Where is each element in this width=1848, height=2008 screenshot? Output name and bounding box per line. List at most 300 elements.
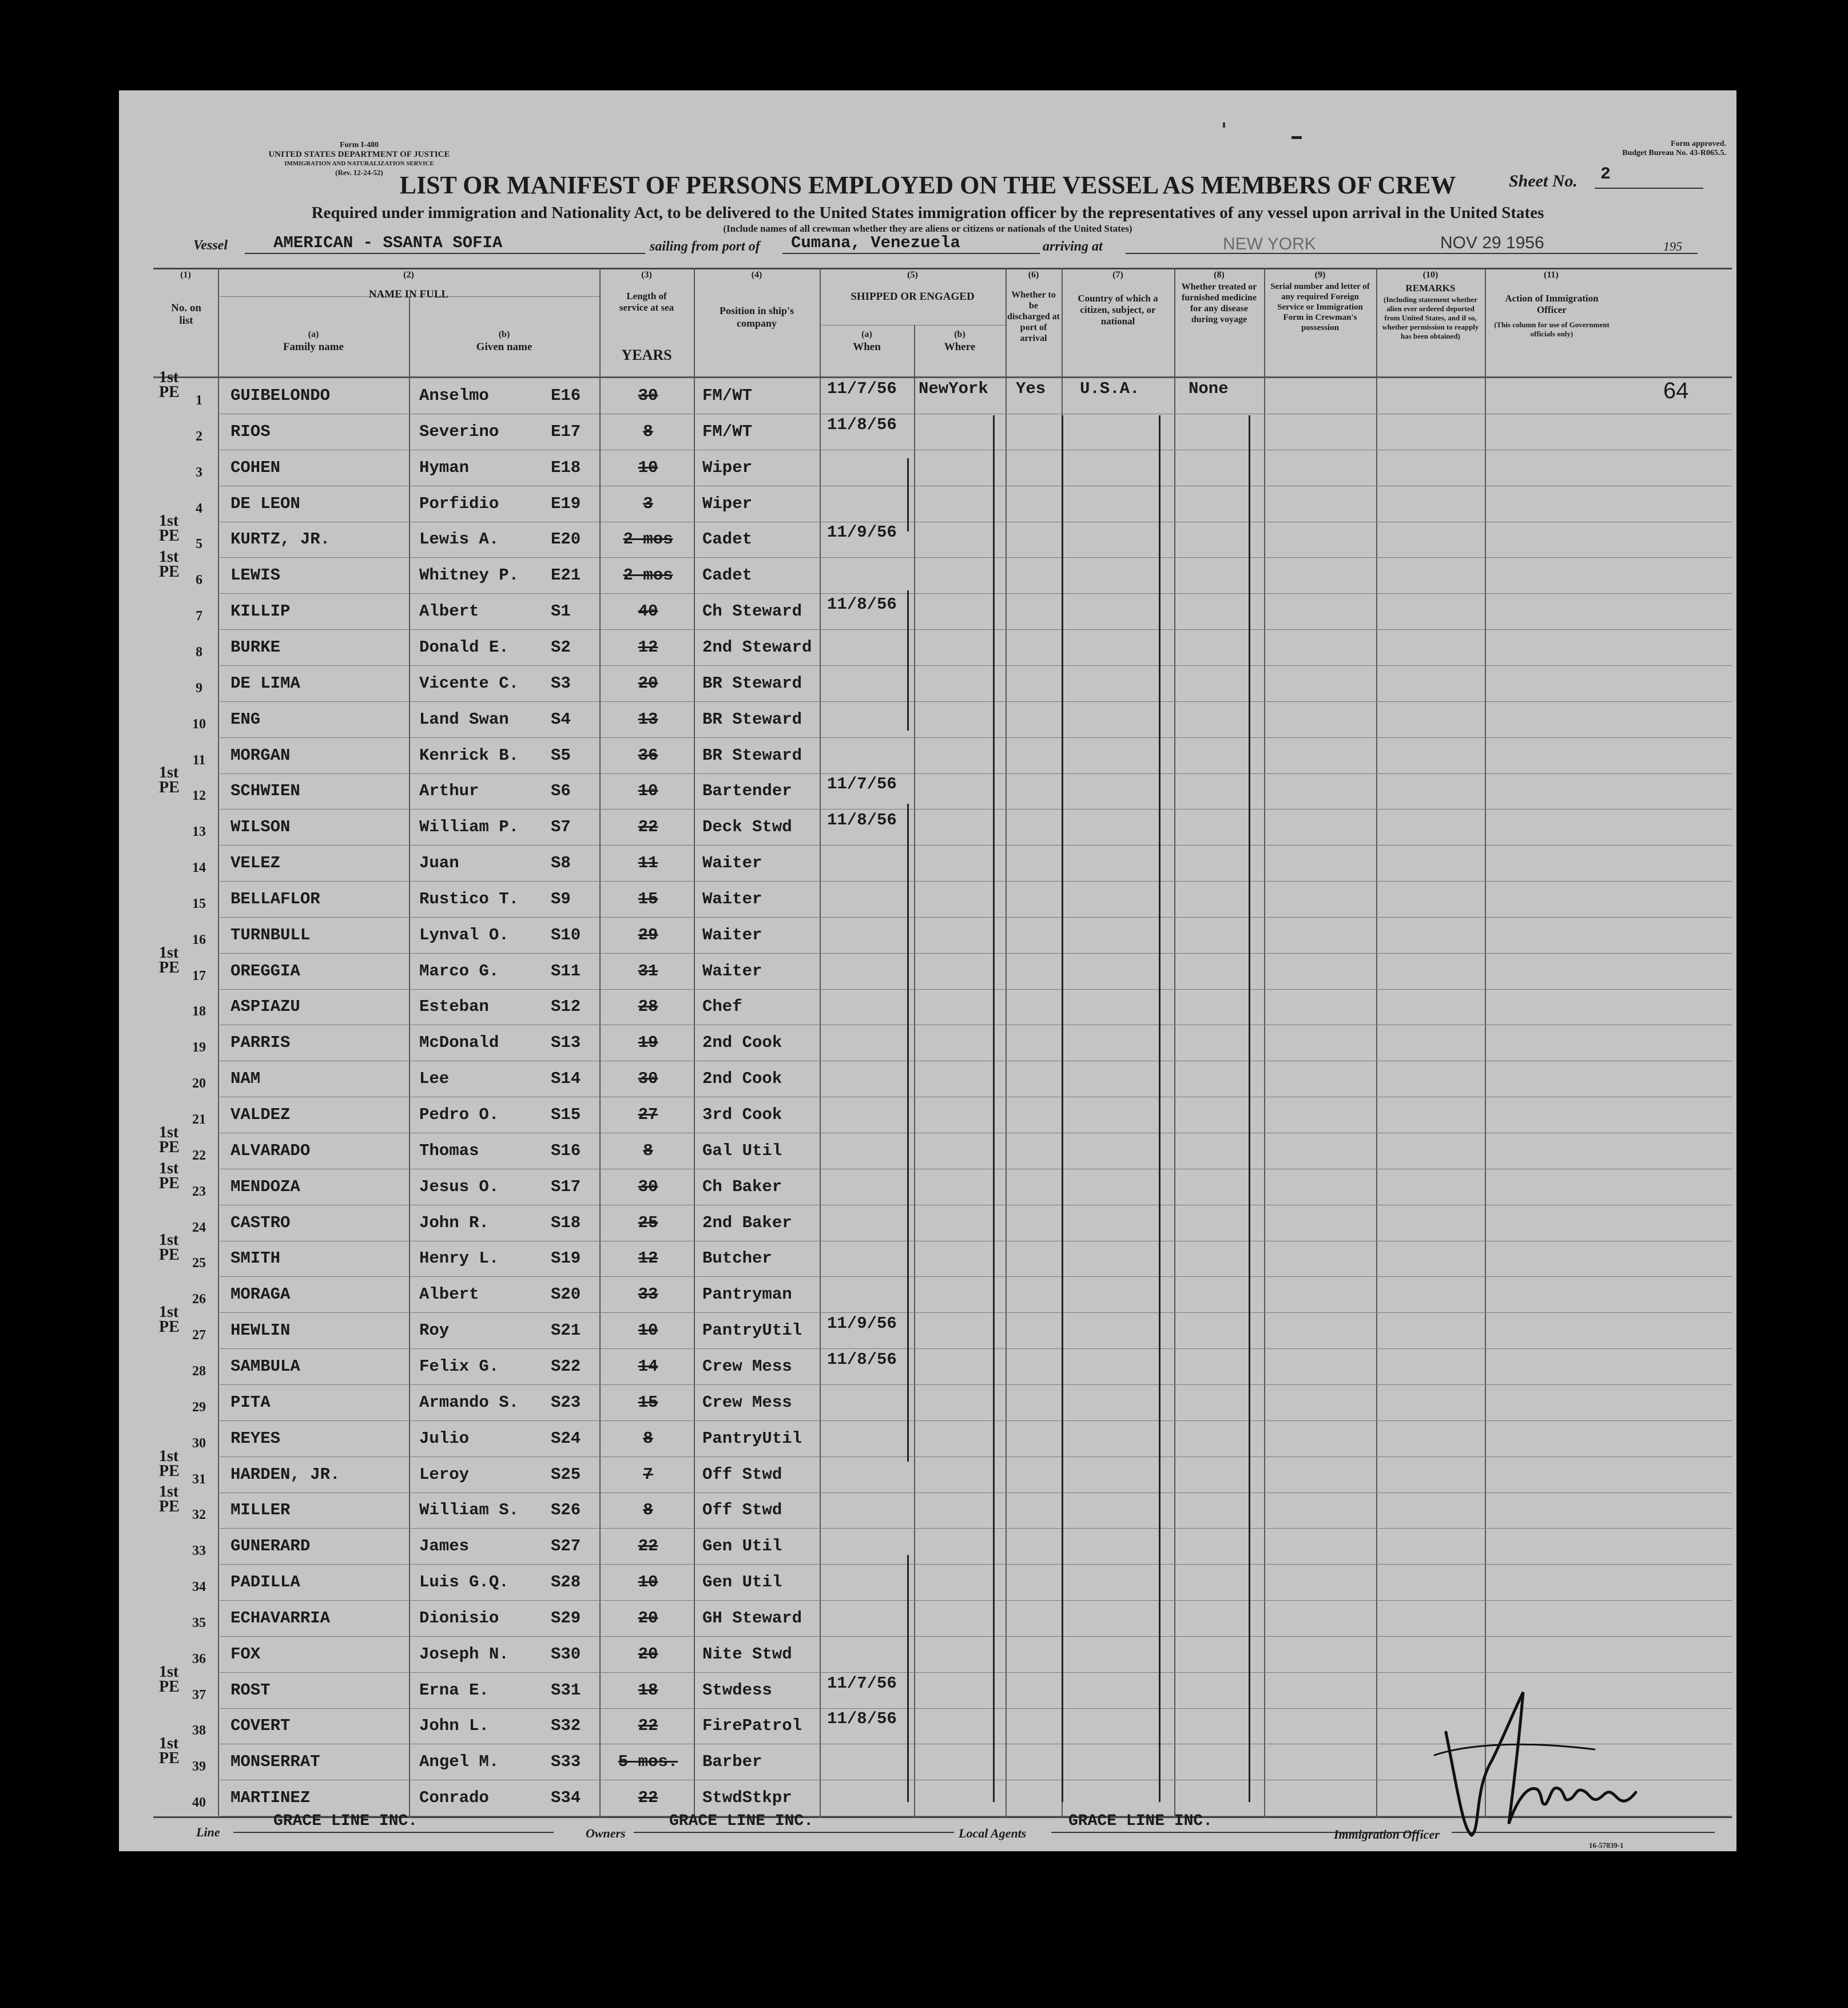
row-number: 11 <box>192 753 206 768</box>
row-code: S34 <box>551 1788 581 1807</box>
row-given-name: Roy <box>419 1321 450 1340</box>
row-given-name: Henry L. <box>419 1249 499 1268</box>
row-family-name: MONSERRAT <box>230 1752 320 1771</box>
row-years: 7 <box>643 1465 653 1484</box>
row-given-name: Joseph N. <box>419 1645 509 1664</box>
row-position: Chef <box>702 997 742 1016</box>
owners-label: Owners <box>586 1826 626 1840</box>
table-row <box>153 1124 1732 1169</box>
row-family-name: GUNERARD <box>230 1537 311 1555</box>
row-years: 22 <box>638 1537 658 1555</box>
row-family-name: ENG <box>230 710 261 729</box>
row-code: S6 <box>551 781 571 800</box>
row-years: 18 <box>638 1681 658 1700</box>
table-row <box>153 368 1732 414</box>
pe-code: PE <box>159 563 180 581</box>
row-years: 10 <box>638 1321 658 1340</box>
table-row <box>153 1565 1732 1601</box>
agents-value: GRACE LINE INC. <box>1068 1812 1213 1830</box>
pe-ordinal: 1st <box>159 512 179 530</box>
row-years: 14 <box>638 1357 658 1376</box>
row-family-name: OREGGIA <box>230 962 300 981</box>
row-given-name: James <box>419 1537 470 1555</box>
scan-mark-2 <box>1223 122 1225 128</box>
row-code: S13 <box>551 1033 581 1052</box>
row-years: 8 <box>643 1141 653 1160</box>
sailing-label: sailing from port of <box>650 239 760 254</box>
row-given-name: John L. <box>419 1716 489 1735</box>
pe-ordinal: 1st <box>159 1483 179 1501</box>
row-given-name: Anselmo <box>419 386 489 405</box>
row-code: E19 <box>551 494 581 513</box>
row-when: 11/7/56 <box>827 1674 897 1693</box>
row-years: 25 <box>638 1213 658 1232</box>
row-family-name: ASPIAZU <box>230 997 300 1016</box>
approval-line-1: Form approved. <box>1671 140 1726 148</box>
row-years: 12 <box>638 638 658 657</box>
row-family-name: MENDOZA <box>230 1177 300 1196</box>
row-code: S5 <box>551 746 571 765</box>
subtitle: Required under immigration and Nationality Act, to be delivered to the United States immigration officer by the representatives of any vessel upon arrival in the United States <box>311 204 1544 222</box>
row-country: U.S.A. <box>1080 379 1140 398</box>
row-position: Waiter <box>702 854 762 872</box>
arriving-port: NEW YORK <box>1223 235 1316 253</box>
row-given-name: Thomas <box>419 1141 479 1160</box>
row-when: 11/8/56 <box>827 811 897 830</box>
form-number: Form I-480 <box>339 141 379 149</box>
approval-line-2: Budget Bureau No. 43-R065.5. <box>1622 149 1726 157</box>
col3-header: Length of service at sea <box>619 291 674 313</box>
row-family-name: SMITH <box>230 1249 281 1268</box>
manifest-sheet <box>119 90 1736 1851</box>
row-position: 2nd Cook <box>702 1069 782 1088</box>
row-years: 2 mos <box>623 566 673 585</box>
row-number: 26 <box>192 1292 206 1307</box>
row-number: 31 <box>192 1472 206 1487</box>
include-note: (Include names of all crewman whether they are aliens or citizens or nationals of the United States) <box>723 223 1132 234</box>
row-family-name: NAM <box>230 1069 261 1088</box>
row-years: 10 <box>638 781 658 800</box>
col5-number: (5) <box>907 270 918 280</box>
row-family-name: MORAGA <box>230 1285 291 1304</box>
row-years: 11 <box>638 854 658 872</box>
row-family-name: DE LIMA <box>230 674 300 693</box>
row-code: S9 <box>551 890 571 908</box>
arrival-date: NOV 29 1956 <box>1440 233 1544 252</box>
row-number: 6 <box>196 573 202 588</box>
row-code: S15 <box>551 1105 581 1124</box>
row-number: 3 <box>196 465 202 480</box>
row-when: 11/8/56 <box>827 1709 897 1728</box>
row-discharged: Yes <box>1016 379 1046 398</box>
row-code: S3 <box>551 674 571 693</box>
row-where: NewYork <box>919 379 988 398</box>
row-number: 38 <box>192 1723 206 1738</box>
row-action: 64 <box>1663 378 1689 403</box>
row-given-name: Conrado <box>419 1788 489 1807</box>
col2b-number: (b) <box>498 330 510 339</box>
row-when: 11/9/56 <box>827 523 897 542</box>
row-number: 8 <box>196 645 202 660</box>
table-row <box>153 1231 1732 1277</box>
arriving-label: arriving at <box>1043 239 1103 254</box>
col5b-number: (b) <box>954 330 965 339</box>
row-family-name: LEWIS <box>230 566 281 585</box>
pe-ordinal: 1st <box>159 1447 179 1465</box>
line-label: Line <box>196 1825 220 1839</box>
row-family-name: COHEN <box>230 458 281 477</box>
crew-rows <box>153 368 1732 1816</box>
row-number: 13 <box>192 824 206 839</box>
table-row <box>153 738 1732 774</box>
row-family-name: MARTINEZ <box>230 1788 311 1807</box>
col7-number: (7) <box>1112 270 1123 280</box>
row-given-name: McDonald <box>419 1033 499 1052</box>
col2a-number: (a) <box>308 330 319 339</box>
ditto-when-a <box>907 458 909 531</box>
pe-code: PE <box>159 779 180 796</box>
table-row <box>153 809 1732 846</box>
table-row <box>153 846 1732 882</box>
row-code: S25 <box>551 1465 581 1484</box>
row-position: Waiter <box>702 926 762 945</box>
row-position: Pantryman <box>702 1285 792 1304</box>
page-title: LIST OR MANIFEST OF PERSONS EMPLOYED ON THE VESSEL AS MEMBERS OF CREW <box>399 171 1456 199</box>
table-row <box>153 1205 1732 1241</box>
row-code: S29 <box>551 1609 581 1628</box>
row-number: 12 <box>192 788 206 803</box>
row-code: S4 <box>551 710 571 729</box>
row-number: 17 <box>192 969 206 983</box>
row-given-name: Vicente C. <box>419 674 519 693</box>
row-code: S31 <box>551 1681 581 1700</box>
row-number: 33 <box>192 1543 206 1558</box>
row-code: S20 <box>551 1285 581 1304</box>
row-code: E21 <box>551 566 581 585</box>
crew-table <box>153 268 1732 1818</box>
table-row <box>153 1529 1732 1565</box>
pe-ordinal: 1st <box>159 1160 179 1177</box>
table-row <box>153 1025 1732 1061</box>
row-given-name: Angel M. <box>419 1752 499 1771</box>
row-position: Wiper <box>702 494 753 513</box>
row-family-name: PITA <box>230 1393 271 1412</box>
col6-number: (6) <box>1028 270 1039 280</box>
row-position: PantryUtil <box>702 1321 802 1340</box>
row-when: 11/7/56 <box>827 379 897 398</box>
row-family-name: WILSON <box>230 818 291 836</box>
row-given-name: Albert <box>419 1285 479 1304</box>
table-row <box>153 1421 1732 1457</box>
pe-ordinal: 1st <box>159 944 179 962</box>
col3-number: (3) <box>641 270 652 280</box>
row-code: S8 <box>551 854 571 872</box>
row-code: S26 <box>551 1501 581 1519</box>
row-number: 27 <box>192 1328 206 1343</box>
row-code: S17 <box>551 1177 581 1196</box>
row-given-name: Jesus O. <box>419 1177 499 1196</box>
row-family-name: KURTZ, JR. <box>230 530 331 549</box>
row-number: 15 <box>192 896 206 911</box>
sheet-label: Sheet No. <box>1509 172 1577 191</box>
row-family-name: KILLIP <box>230 602 291 621</box>
row-years: 8 <box>643 1501 653 1519</box>
row-position: Off Stwd <box>702 1501 782 1519</box>
row-given-name: Kenrick B. <box>419 746 519 765</box>
col3-unit: YEARS <box>621 347 672 363</box>
row-position: GH Steward <box>702 1609 802 1628</box>
row-given-name: Severino <box>419 422 499 441</box>
row-number: 14 <box>192 860 206 875</box>
row-years: 22 <box>638 1788 658 1807</box>
row-family-name: DE LEON <box>230 494 300 513</box>
row-number: 37 <box>192 1688 206 1703</box>
col2-number: (2) <box>403 270 414 280</box>
row-given-name: Lewis A. <box>419 530 499 549</box>
col10-subheader: (Including statement whether alien ever ordered deported from United States, and if so, whether permission to reapply has been obtained) <box>1382 295 1479 340</box>
row-code: S1 <box>551 602 571 621</box>
row-given-name: Whitney P. <box>419 566 519 585</box>
row-number: 23 <box>192 1184 206 1199</box>
row-given-name: Marco G. <box>419 962 499 981</box>
row-position: Ch Steward <box>702 602 802 621</box>
row-years: 33 <box>638 1285 658 1304</box>
row-family-name: PARRIS <box>230 1033 291 1052</box>
row-given-name: William P. <box>419 818 519 836</box>
sheet-number-line <box>1595 188 1703 189</box>
row-position: Butcher <box>702 1249 772 1268</box>
table-row <box>153 486 1732 522</box>
row-family-name: ECHAVARRIA <box>230 1609 331 1628</box>
row-code: S27 <box>551 1537 581 1555</box>
col8-number: (8) <box>1214 270 1225 280</box>
ditto-where <box>993 415 995 1802</box>
col11-number: (11) <box>1544 270 1559 280</box>
row-code: E18 <box>551 458 581 477</box>
table-row <box>153 1097 1732 1133</box>
row-code: S22 <box>551 1357 581 1376</box>
row-family-name: CASTRO <box>230 1213 291 1232</box>
sheet-number: 2 <box>1600 165 1611 184</box>
row-number: 28 <box>192 1364 206 1379</box>
row-family-name: SCHWIEN <box>230 781 300 800</box>
pe-ordinal: 1st <box>159 548 179 566</box>
row-code: S11 <box>551 962 581 981</box>
row-number: 19 <box>192 1040 206 1055</box>
row-given-name: Arthur <box>419 781 479 800</box>
ditto-when-d <box>907 1555 909 1802</box>
pe-ordinal: 1st <box>159 1735 179 1752</box>
row-position: FirePatrol <box>702 1716 802 1735</box>
row-position: Waiter <box>702 890 762 908</box>
pe-code: PE <box>159 383 180 401</box>
ditto-discharged <box>1062 415 1063 1802</box>
owners-blank <box>634 1832 954 1833</box>
row-years: 3 <box>643 494 653 513</box>
row-code: S28 <box>551 1573 581 1592</box>
table-row <box>153 548 1732 594</box>
row-number: 25 <box>192 1256 206 1271</box>
row-position: Cadet <box>702 530 753 549</box>
row-family-name: HEWLIN <box>230 1321 291 1340</box>
row-given-name: Albert <box>419 602 479 621</box>
row-position: 2nd Cook <box>702 1033 782 1052</box>
col2a-header: Family name <box>283 341 344 353</box>
pe-ordinal: 1st <box>159 764 179 781</box>
row-years: 8 <box>643 422 653 441</box>
col2b-header: Given name <box>476 341 532 353</box>
row-family-name: MORGAN <box>230 746 291 765</box>
table-row <box>153 989 1732 1025</box>
row-position: Crew Mess <box>702 1393 792 1412</box>
row-code: S2 <box>551 638 571 657</box>
row-position: Nite Stwd <box>702 1645 792 1664</box>
pe-ordinal: 1st <box>159 1303 179 1321</box>
pe-code: PE <box>159 1138 180 1156</box>
row-years: 27 <box>638 1105 658 1124</box>
col7-header: Country of which a citizen, subject, or national <box>1078 293 1158 327</box>
row-number: 30 <box>192 1436 206 1451</box>
row-given-name: Luis G.Q. <box>419 1573 509 1592</box>
row-family-name: MILLER <box>230 1501 291 1519</box>
row-position: Barber <box>702 1752 762 1771</box>
row-years: 36 <box>638 746 658 765</box>
row-position: Cadet <box>702 566 753 585</box>
table-row <box>153 702 1732 738</box>
row-number: 4 <box>196 501 202 516</box>
row-position: Deck Stwd <box>702 818 792 836</box>
row-position: Ch Baker <box>702 1177 782 1196</box>
row-number: 20 <box>192 1076 206 1091</box>
row-position: BR Steward <box>702 710 802 729</box>
row-family-name: SAMBULA <box>230 1357 300 1376</box>
row-position: Waiter <box>702 962 762 981</box>
row-position: Stwdess <box>702 1681 772 1700</box>
row-position: 2nd Baker <box>702 1213 792 1232</box>
row-code: S12 <box>551 997 581 1016</box>
row-given-name: Lynval O. <box>419 926 509 945</box>
row-when: 11/8/56 <box>827 415 897 434</box>
row-number: 34 <box>192 1580 206 1594</box>
row-position: FM/WT <box>702 386 753 405</box>
table-row <box>153 1061 1732 1097</box>
row-code: S16 <box>551 1141 581 1160</box>
col9-number: (9) <box>1314 270 1326 280</box>
table-top-border <box>153 268 1732 269</box>
table-row <box>153 1303 1732 1349</box>
table-row <box>153 630 1732 666</box>
row-number: 29 <box>192 1400 206 1415</box>
row-family-name: BELLAFLOR <box>230 890 320 908</box>
row-years: 15 <box>638 890 658 908</box>
row-code: S32 <box>551 1716 581 1735</box>
row-years: 30 <box>638 1177 658 1196</box>
col1-number: (1) <box>180 270 191 280</box>
row-position: Gal Util <box>702 1141 782 1160</box>
row-given-name: Porfidio <box>419 494 499 513</box>
row-family-name: BURKE <box>230 638 281 657</box>
row-code: S21 <box>551 1321 581 1340</box>
table-row <box>153 1483 1732 1529</box>
agency-line-2: IMMIGRATION AND NATURALIZATION SERVICE <box>284 160 434 167</box>
row-number: 1 <box>196 393 202 408</box>
pe-code: PE <box>159 1749 180 1767</box>
row-position: BR Steward <box>702 674 802 693</box>
col11-subheader: (This column for use of Government officials only) <box>1494 320 1609 338</box>
row-given-name: Pedro O. <box>419 1105 499 1124</box>
table-row <box>153 512 1732 558</box>
row-given-name: Leroy <box>419 1465 470 1484</box>
table-row <box>153 1385 1732 1421</box>
row-number: 9 <box>196 681 202 696</box>
scan-mark <box>1291 136 1302 139</box>
col6-header: Whether to be discharged at port of arrival <box>1007 290 1060 343</box>
col5a-header: When <box>853 341 881 353</box>
row-given-name: Erna E. <box>419 1681 489 1700</box>
vessel-name: AMERICAN - SSANTA SOFIA <box>273 233 503 252</box>
form-revision: (Rev. 12-24-52) <box>335 168 383 177</box>
pe-ordinal: 1st <box>159 1231 179 1249</box>
row-years: 20 <box>638 1609 658 1628</box>
table-row <box>153 918 1732 954</box>
col4-header: Position in ship's company <box>719 305 794 329</box>
row-given-name: Julio <box>419 1429 470 1448</box>
row-family-name: PADILLA <box>230 1573 300 1592</box>
row-family-name: VALDEZ <box>230 1105 291 1124</box>
pe-code: PE <box>159 527 180 545</box>
pe-code: PE <box>159 1318 180 1336</box>
table-row <box>153 1349 1732 1385</box>
row-position: Gen Util <box>702 1573 782 1592</box>
row-years: 20 <box>638 1645 658 1664</box>
ditto-when-c <box>907 804 909 1462</box>
table-row <box>153 414 1732 450</box>
pe-ordinal: 1st <box>159 368 179 386</box>
ditto-when-b <box>907 590 909 731</box>
shipped-subheader-rule <box>820 325 1006 326</box>
row-given-name: Esteban <box>419 997 489 1016</box>
row-family-name: ROST <box>230 1681 271 1700</box>
line-value: GRACE LINE INC. <box>273 1812 418 1830</box>
row-code: S24 <box>551 1429 581 1448</box>
row-years: 19 <box>638 1033 658 1052</box>
col4-number: (4) <box>751 270 762 280</box>
col8-header: Whether treated or furnished medicine for any disease during voyage <box>1181 282 1257 324</box>
year-suffix: 195 <box>1663 239 1682 253</box>
row-given-name: Donald E. <box>419 638 509 657</box>
sailing-port: Cumana, Venezuela <box>791 233 960 252</box>
row-years: 22 <box>638 1716 658 1735</box>
row-family-name: VELEZ <box>230 854 281 872</box>
row-given-name: Rustico T. <box>419 890 519 908</box>
row-years: 2 mos <box>623 530 673 549</box>
pe-ordinal: 1st <box>159 1124 179 1141</box>
row-number: 24 <box>192 1220 206 1235</box>
col11-header: Action of Immigration Officer <box>1505 293 1599 315</box>
row-number: 5 <box>196 537 202 551</box>
row-position: Crew Mess <box>702 1357 792 1376</box>
table-row <box>153 1277 1732 1313</box>
col10-header: REMARKS <box>1405 283 1456 293</box>
pe-code: PE <box>159 959 180 977</box>
approval-block <box>1622 140 1726 158</box>
col2-header: NAME IN FULL <box>368 288 449 300</box>
sailing-line <box>782 253 1040 254</box>
row-years: 8 <box>643 1429 653 1448</box>
pe-code: PE <box>159 1462 180 1480</box>
col1-header: No. on list <box>171 302 201 327</box>
table-row <box>153 764 1732 809</box>
